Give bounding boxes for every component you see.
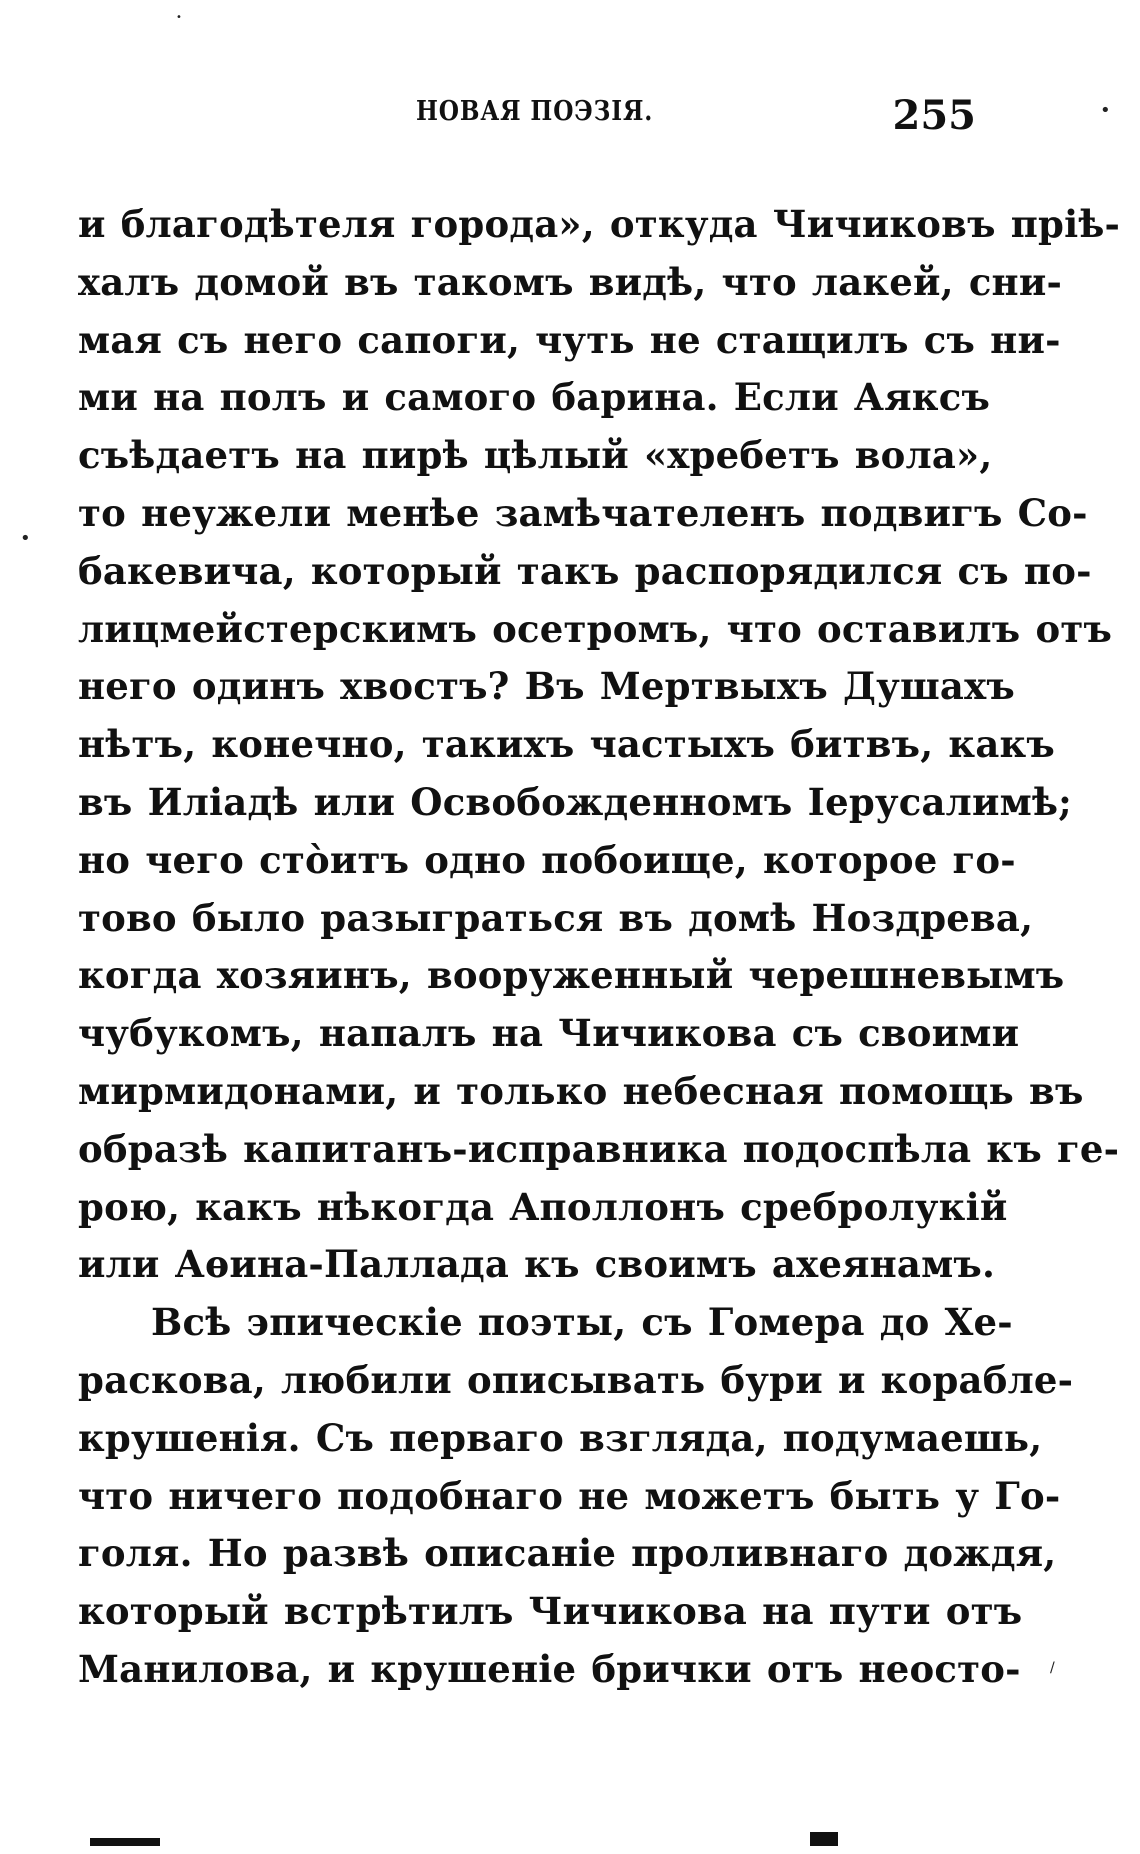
text-line: и благодѣтеля города», откуда Чичиковъ пріѣ-: [78, 202, 1121, 246]
text-line: что ничего подобнаго не можетъ быть у Го-: [78, 1473, 1061, 1518]
running-title: НОВАЯ ПОЭЗІЯ.: [416, 96, 654, 127]
text-line: рою, какъ нѣкогда Аполлонъ сребролукій: [78, 1184, 1008, 1229]
page-number: 255: [892, 92, 976, 139]
text-line: ми на полъ и самого барина. Если Аяксъ: [78, 375, 991, 420]
scan-speck: •: [20, 528, 31, 549]
body-text: [78, 196, 1121, 1699]
text-line: мая съ него сапоги, чуть не стащилъ съ ни-: [78, 317, 1061, 362]
text-line: лицмейстерскимъ осетромъ, что оставилъ отъ: [78, 606, 1113, 651]
text-line: въ Иліадѣ или Освобожденномъ Іерусалимѣ;: [78, 779, 1073, 824]
text-line: тово было разыграться въ домѣ Ноздрева,: [78, 895, 1034, 940]
text-line: нѣтъ, конечно, такихъ частыхъ битвъ, какъ: [78, 722, 1056, 767]
text-line: но чего стòитъ одно побоище, которое го-: [78, 837, 1016, 882]
cropped-next-line: [90, 1828, 1020, 1846]
text-line: него одинъ хвостъ? Въ Мертвыхъ Душахъ: [78, 664, 1015, 709]
text-line: голя. Но развѣ описаніе проливнаго дождя,: [78, 1531, 1057, 1576]
text-line: который встрѣтилъ Чичикова на пути отъ: [78, 1589, 1023, 1634]
text-line: образѣ капитанъ-исправника подоспѣла къ ге-: [78, 1126, 1120, 1171]
text-line: чубукомъ, напалъ на Чичикова съ своими: [78, 1011, 1020, 1056]
text-line: когда хозяинъ, вооруженный черешневымъ: [78, 953, 1065, 998]
scan-speck: •: [176, 12, 182, 23]
text-line: мирмидонами, и только небесная помощь въ: [78, 1068, 1084, 1113]
text-line: съѣдаетъ на пирѣ цѣлый «хребетъ вола»,: [78, 433, 993, 478]
text-line: бакевича, который такъ распорядился съ по-: [78, 548, 1092, 593]
text-line: Манилова, и крушеніе брички отъ неосто-: [78, 1646, 1021, 1691]
scan-speck: /: [1050, 1660, 1055, 1676]
text-line: то неужели менѣе замѣчателенъ подвигъ Со-: [78, 490, 1088, 535]
text-line: крушенія. Съ перваго взгляда, подумаешь,: [78, 1415, 1043, 1460]
paragraph-end-line: или Аѳина-Паллада къ своимъ ахеянамъ.: [78, 1242, 996, 1287]
text-line: раскова, любили описывать бури и корабле-: [78, 1357, 1074, 1402]
paragraph-start-line: Всѣ эпическіе поэты, съ Гомера до Хе-: [151, 1300, 1013, 1345]
scan-speck: •: [1100, 100, 1111, 121]
text-line: халъ домой въ такомъ видѣ, что лакей, сни-: [78, 259, 1063, 304]
